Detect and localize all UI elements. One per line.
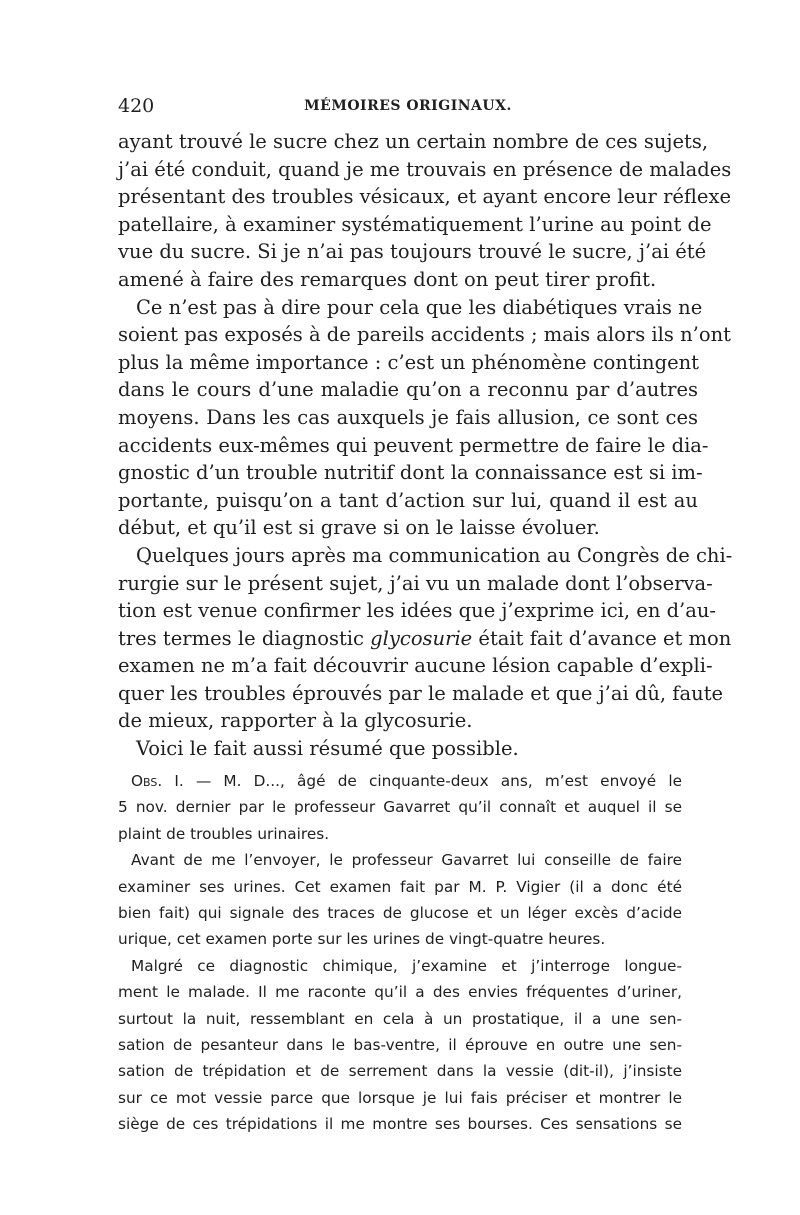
text-line: gnostic d’un trouble nutritif dont la connaissance est si im- [118, 461, 703, 485]
obs-line: sation de trépidation et de serrement dans la vessie (dit-il), j’insiste [118, 1062, 682, 1081]
text-line: accidents eux-mêmes qui peuvent permettre de faire le dia- [118, 433, 709, 457]
running-title: MÉMOIRES ORIGINAUX. [304, 98, 512, 114]
text-fragment: — M. D..., âgé de cinquante-deux ans, m’est envoyé le [195, 772, 682, 790]
obs-line: surtout la nuit, ressemblant en cela à un prostatique, il a une sen- [118, 1009, 682, 1028]
text-line: Voici le fait aussi résumé que possible. [136, 737, 519, 761]
text-line: de mieux, rapporter à la glycosurie. [118, 709, 473, 733]
text-line: vue du sucre. Si je n’ai pas toujours trouvé le sucre, j’ai été [118, 240, 707, 264]
obs-line: sation de pesanteur dans le bas-ventre, il éprouve en outre une sen- [118, 1036, 682, 1055]
text-line: moyens. Dans les cas auxquels je fais allusion, ce sont ces [118, 405, 698, 429]
running-head [118, 95, 698, 125]
obs-line: plaint de troubles urinaires. [118, 824, 330, 843]
text-line-with-italic [118, 625, 732, 653]
text-line: quer les troubles éprouvés par le malade et que j’ai dû, faute [118, 681, 724, 705]
obs-line [118, 768, 682, 794]
obs-line: siège de ces trépidations il me montre ses bourses. Ces sensations se [118, 1115, 682, 1134]
text-line: ayant trouvé le sucre chez un certain nombre de ces sujets, [118, 130, 709, 153]
main-text [118, 128, 733, 763]
text-line: examen ne m’a fait découvrir aucune lésion capable d’expli- [118, 654, 713, 678]
obs-line: ment le malade. Il me raconte qu’il a des envies fréquentes d’uriner, [118, 983, 682, 1002]
text-line: j’ai été conduit, quand je me trouvais en présence de malades [118, 157, 732, 181]
text-line: rurgie sur le présent sujet, j’ai vu un malade dont l’observa- [118, 571, 713, 595]
text-line: Ce n’est pas à dire pour cela que les diabétiques vrais ne [136, 295, 703, 319]
obs-line: 5 nov. dernier par le professeur Gavarret qu’il connaît et auquel il se [118, 798, 682, 817]
page-number: 420 [118, 95, 155, 117]
text-fragment: tres termes le diagnostic [118, 626, 364, 650]
obs-label: Obs. I. [131, 772, 184, 790]
text-line: tion est venue confirmer les idées que j’exprime ici, en d’au- [118, 599, 717, 623]
obs-line: bien fait) qui signale des traces de glucose et un léger excès d’acide [118, 904, 682, 923]
obs-line: urique, cet examen porte sur les urines de vingt-quatre heures. [118, 930, 606, 949]
text-line: Quelques jours après ma communication au Congrès de chi- [136, 543, 733, 567]
obs-line: examiner ses urines. Cet examen fait par M. P. Vigier (il a donc été [118, 877, 682, 896]
text-line: amené à faire des remarques dont on peut tirer profit. [118, 267, 657, 291]
text-line: portante, puisqu’on a tant d’action sur lui, quand il est au [118, 488, 698, 512]
obs-line: Avant de me l’envoyer, le professeur Gavarret lui conseille de faire [131, 851, 682, 870]
text-line: présentant des troubles vésicaux, et ayant encore leur réflexe [118, 185, 732, 209]
text-line: plus la même importance : c’est un phénomène contingent [118, 350, 700, 374]
text-line: soient pas exposés à de pareils accidents ; mais alors ils n’ont [118, 323, 731, 347]
obs-line: sur ce mot vessie parce que lorsque je lui fais préciser et montrer le [118, 1088, 682, 1107]
text-line: patellaire, à examiner systématiquement l’urine au point de [118, 212, 712, 236]
text-fragment: était fait d’avance et mon [478, 626, 732, 650]
text-line: dans le cours d’une maladie qu’on a reconnu par d’autres [118, 378, 698, 402]
obs-line: Malgré ce diagnostic chimique, j’examine et j’interroge longue- [131, 956, 682, 975]
text-line: début, et qu’il est si grave si on le laisse évoluer. [118, 516, 600, 540]
observation-block [118, 768, 682, 1138]
italic-term: glycosurie [370, 626, 473, 650]
